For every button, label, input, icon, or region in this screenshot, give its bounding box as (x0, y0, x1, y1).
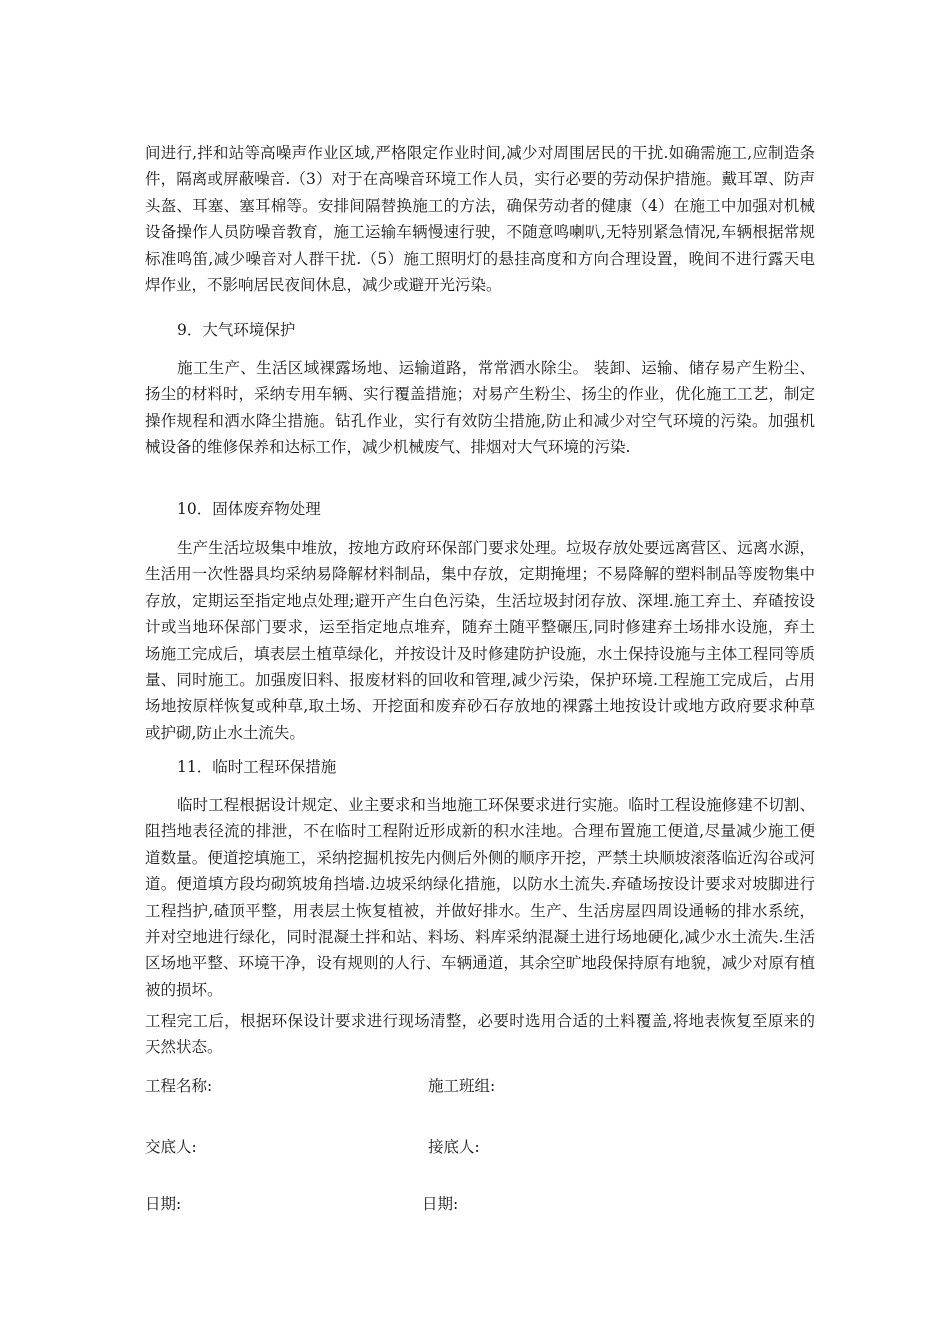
date-label-right: 日期: (422, 1195, 459, 1213)
briefer-label: 交底人: (145, 1138, 197, 1156)
completion-paragraph: 工程完工后，根据环保设计要求进行现场清整，必要时选用合适的土料覆盖,将地表恢复至原来的天然状态。 (145, 1012, 815, 1057)
section-9-heading: 9．大气环境保护 (177, 321, 296, 339)
section-10-paragraph: 生产生活垃圾集中堆放，按地方政府环保部门要求处理。垃圾存放处要远离营区、远离水源，生活用一次性器具均采纳易降解材料制品，集中存放，定期掩埋；不易降解的塑料制品等废物集中存放，定期运至指定地点处理;避开产生白色污染，生活垃圾封闭存放、深埋.施工弃土、弃碴按设计或当地环保部门要求，运至指定地点堆弃，随弃土随平整碾压,同时修建弃土场排水设施，弃土场施工完成后，填表层土植草绿化，并按设计及时修建防护设施，水土保持设施与主体工程同等质量、同时施工。加强废旧料、报废材料的回收和管理,减少污染，保护环境.工程施工完成后，占用场地按原样恢复或种草,取土场、开挖面和废弃砂石存放地的裸露土地按设计或地方政府要求种草或护砌,防止水土流失。 (145, 539, 815, 742)
section-11-heading: 11．临时工程环保措施 (177, 758, 337, 776)
receiver-label: 接底人: (428, 1138, 480, 1156)
project-name-label: 工程名称: (145, 1077, 213, 1095)
noise-control-paragraph: 间进行,拌和站等高噪声作业区域,严格限定作业时间,减少对周围居民的干扰.如确需施工,应制造条件，隔离或屏蔽噪音.（3）对于在高噪音环境工作人员，实行必要的劳动保护措施。戴耳罩、防声头盔、耳塞、塞耳棉等。安排间隔替换施工的方法，确保劳动者的健康（4）在施工中加强对机械设备操作人员防噪音教育，施工运输车辆慢速行驶，不随意鸣喇叭,无特别紧急情况,车辆根据常规标准鸣笛,减少噪音对人群干扰.（5）施工照明灯的悬挂高度和方向合理设置，晚间不进行露天电焊作业，不影响居民夜间休息，减少或避开光污染。 (145, 144, 815, 295)
construction-team-label: 施工班组: (428, 1077, 496, 1095)
section-11-paragraph: 临时工程根据设计规定、业主要求和当地施工环保要求进行实施。临时工程设施修建不切割、阻挡地表径流的排泄，不在临时工程附近形成新的积水洼地。合理布置施工便道,尽量减少施工便道数量。便道挖填施工，采纳挖掘机按先内侧后外侧的顺序开挖，严禁土块顺坡滚落临近沟谷或河道。便道填方段均砌筑坡角挡墙.边坡采纳绿化措施，以防水土流失.弃碴场按设计要求对坡脚进行工程挡护,碴顶平整，用表层土恢复植被，并做好排水。生产、生活房屋四周设通畅的排水系统，并对空地进行绿化，同时混凝土拌和站、料场、料库采纳混凝土进行场地硬化,减少水土流失.生活区场地平整、环境干净，设有规则的人行、车辆通道，其余空旷地段保持原有地貌，减少对原有植被的损坏。 (145, 796, 815, 999)
section-10-heading: 10．固体废弃物处理 (177, 500, 321, 518)
section-9-paragraph: 施工生产、生活区域裸露场地、运输道路，常常洒水除尘。 装卸、运输、储存易产生粉尘、扬尘的材料时，采纳专用车辆、实行覆盖措施；对易产生粉尘、扬尘的作业，优化施工工艺，制定操作规程和洒水降尘措施。钻孔作业，实行有效防尘措施,防止和减少对空气环境的污染。加强机械设备的维修保养和达标工作，减少机械废气、排烟对大气环境的污染. (145, 359, 815, 457)
date-label-left: 日期: (145, 1195, 182, 1213)
